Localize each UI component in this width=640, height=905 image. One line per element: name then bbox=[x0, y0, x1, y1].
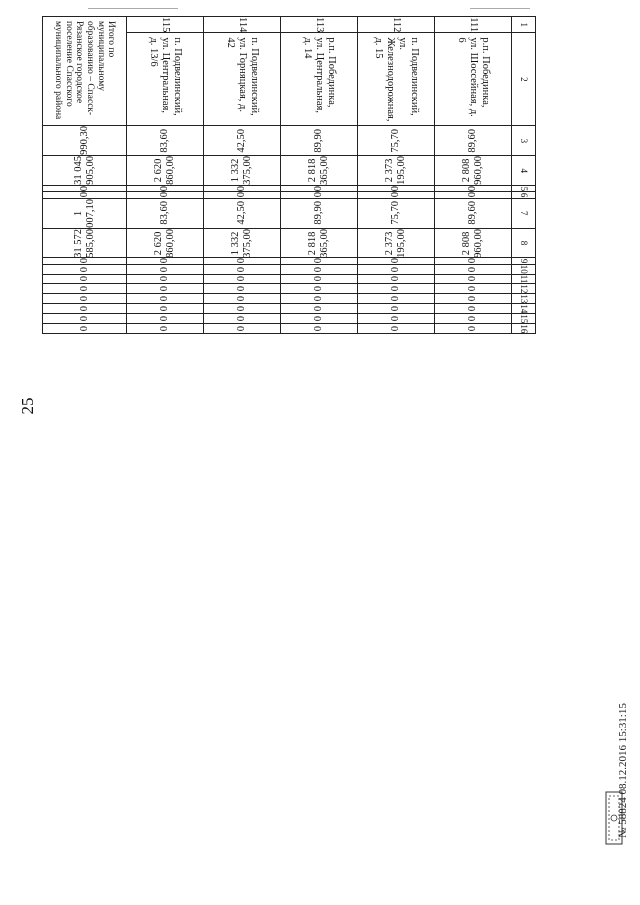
value-text: 0 bbox=[312, 276, 324, 282]
value-cell-c11 bbox=[358, 274, 435, 284]
value-text: 2 818 365,00 bbox=[306, 156, 330, 186]
value-cell-c13 bbox=[281, 294, 358, 304]
table-row bbox=[204, 17, 281, 334]
value-text: 42,50 bbox=[235, 201, 247, 225]
value-text: 2 620 860,00 bbox=[152, 228, 176, 258]
value-cell-c7 bbox=[127, 198, 204, 228]
total-value-cell-c12 bbox=[43, 284, 127, 294]
value-cell-c7 bbox=[435, 198, 512, 228]
value-text: 0 bbox=[235, 266, 247, 272]
value-cell-c16 bbox=[435, 324, 512, 334]
value-cell-c3 bbox=[204, 126, 281, 156]
total-value-cell-c4 bbox=[43, 156, 127, 186]
total-value-text: 0 bbox=[78, 258, 90, 264]
value-text: 0 bbox=[158, 192, 170, 198]
address-cell: р.п. Побединка, ул. Центральная, д. 14 bbox=[281, 33, 358, 126]
value-text: 0 bbox=[466, 276, 478, 282]
table-row bbox=[358, 17, 435, 334]
total-value-cell-c11 bbox=[43, 274, 127, 284]
value-text: 0 bbox=[158, 286, 170, 292]
value-text: 0 bbox=[466, 258, 478, 264]
value-text: 2 620 860,00 bbox=[152, 156, 176, 186]
value-cell-c13 bbox=[435, 294, 512, 304]
value-cell-c8 bbox=[204, 228, 281, 258]
address-cell: п. Подвелинский, ул. Центральная, д. 13/6 bbox=[127, 33, 204, 126]
value-cell-c4 bbox=[358, 156, 435, 186]
value-cell-c16 bbox=[204, 324, 281, 334]
column-number-cell: 16 bbox=[512, 324, 536, 334]
table-row bbox=[435, 17, 512, 334]
value-cell-c12 bbox=[127, 284, 204, 294]
value-text: 0 bbox=[389, 286, 401, 292]
value-cell-c11 bbox=[435, 274, 512, 284]
address-cell: р.п. Побединка, ул. Шоссейная, д. 6 bbox=[435, 33, 512, 126]
data-table bbox=[42, 16, 536, 334]
page-number: 25 bbox=[18, 397, 37, 415]
value-text: 89,60 bbox=[466, 129, 478, 153]
value-text: 0 bbox=[312, 266, 324, 272]
value-text: 0 bbox=[312, 286, 324, 292]
value-cell-c10 bbox=[435, 264, 512, 274]
value-text: 0 bbox=[466, 316, 478, 322]
value-cell-c10 bbox=[281, 264, 358, 274]
value-cell-c8 bbox=[281, 228, 358, 258]
column-number-cell: 7 bbox=[512, 198, 536, 228]
total-value-text: 0 bbox=[78, 286, 90, 292]
value-text: 0 bbox=[466, 306, 478, 312]
value-cell-c12 bbox=[435, 284, 512, 294]
total-row bbox=[43, 17, 127, 334]
value-cell-c3 bbox=[358, 126, 435, 156]
total-value-cell-c10 bbox=[43, 264, 127, 274]
value-text: 0 bbox=[235, 192, 247, 198]
value-cell-c12 bbox=[204, 284, 281, 294]
value-text: 0 bbox=[389, 276, 401, 282]
value-text: 89,60 bbox=[466, 201, 478, 225]
total-value-cell-c16 bbox=[43, 324, 127, 334]
value-text: 0 bbox=[235, 286, 247, 292]
value-text: 0 bbox=[235, 326, 247, 332]
total-value-text: 31 572 585,00 bbox=[72, 228, 96, 258]
value-cell-c4 bbox=[127, 156, 204, 186]
value-cell-c4 bbox=[204, 156, 281, 186]
total-value-cell-c7 bbox=[43, 198, 127, 228]
value-text: 0 bbox=[389, 186, 401, 192]
value-text: 89,90 bbox=[312, 129, 324, 153]
value-cell-c15 bbox=[127, 314, 204, 324]
value-text: 2 808 960,00 bbox=[460, 228, 484, 258]
value-cell-c12 bbox=[281, 284, 358, 294]
column-number-row bbox=[512, 17, 536, 334]
value-text: 2 818 365,00 bbox=[306, 228, 330, 258]
total-value-text: 1 007,10 bbox=[72, 198, 96, 228]
value-cell-c16 bbox=[358, 324, 435, 334]
value-text: 0 bbox=[235, 186, 247, 192]
value-text: 0 bbox=[389, 316, 401, 322]
value-cell-c14 bbox=[358, 304, 435, 314]
value-text: 0 bbox=[312, 316, 324, 322]
total-value-text: 0 bbox=[78, 186, 90, 192]
column-number-cell: 15 bbox=[512, 314, 536, 324]
value-text: 0 bbox=[235, 258, 247, 264]
column-number-cell: 8 bbox=[512, 228, 536, 258]
value-cell-c8 bbox=[358, 228, 435, 258]
value-text: 75,70 bbox=[389, 201, 401, 225]
value-text: 83,60 bbox=[158, 201, 170, 225]
value-cell-c10 bbox=[358, 264, 435, 274]
value-cell-c7 bbox=[281, 198, 358, 228]
value-text: 0 bbox=[312, 258, 324, 264]
value-text: 0 bbox=[389, 192, 401, 198]
total-value-text: 0 bbox=[78, 192, 90, 198]
row-number-cell: 111 bbox=[435, 17, 512, 33]
value-cell-c8 bbox=[127, 228, 204, 258]
value-text: 0 bbox=[466, 192, 478, 198]
value-cell-c3 bbox=[281, 126, 358, 156]
value-cell-c4 bbox=[435, 156, 512, 186]
value-text: 0 bbox=[466, 326, 478, 332]
value-cell-c16 bbox=[127, 324, 204, 334]
row-number-cell: 115 bbox=[127, 17, 204, 33]
value-cell-c10 bbox=[127, 264, 204, 274]
value-text: 1 332 375,00 bbox=[229, 156, 253, 186]
value-cell-c3 bbox=[127, 126, 204, 156]
value-text: 0 bbox=[389, 258, 401, 264]
value-text: 83,60 bbox=[158, 129, 170, 153]
value-cell-c8 bbox=[435, 228, 512, 258]
total-value-cell-c13 bbox=[43, 294, 127, 304]
value-text: 89,90 bbox=[312, 201, 324, 225]
value-text: 0 bbox=[158, 258, 170, 264]
value-text: 0 bbox=[158, 296, 170, 302]
value-cell-c13 bbox=[127, 294, 204, 304]
rotated-table-wrapper bbox=[42, 16, 536, 334]
value-text: 2 373 195,00 bbox=[383, 156, 407, 186]
value-cell-c14 bbox=[281, 304, 358, 314]
total-value-text: 0 bbox=[78, 316, 90, 322]
value-cell-c12 bbox=[358, 284, 435, 294]
value-cell-c14 bbox=[127, 304, 204, 314]
value-text: 0 bbox=[389, 326, 401, 332]
value-text: 0 bbox=[158, 326, 170, 332]
value-cell-c11 bbox=[127, 274, 204, 284]
value-text: 0 bbox=[312, 192, 324, 198]
value-text: 0 bbox=[389, 266, 401, 272]
value-text: 0 bbox=[312, 186, 324, 192]
total-value-cell-c3 bbox=[43, 126, 127, 156]
value-text: 42,50 bbox=[235, 129, 247, 153]
table-row bbox=[281, 17, 358, 334]
column-number-cell: 6 bbox=[512, 192, 536, 198]
value-text: 0 bbox=[158, 266, 170, 272]
value-text: 0 bbox=[466, 286, 478, 292]
value-text: 2 373 195,00 bbox=[383, 228, 407, 258]
column-number-cell: 12 bbox=[512, 284, 536, 294]
column-number-cell: 14 bbox=[512, 304, 536, 314]
total-label-cell: Итого по муниципальному образованию – Спасск-Рязанское городское поселение Спасского муниципального района bbox=[43, 17, 127, 126]
address-cell: п. Подвелинский, ул. Железнодорожная, д. 15 bbox=[358, 33, 435, 126]
total-value-text: 0 bbox=[78, 326, 90, 332]
total-value-text: 0 bbox=[78, 276, 90, 282]
value-cell-c15 bbox=[435, 314, 512, 324]
row-number-cell: 114 bbox=[204, 17, 281, 33]
value-text: 0 bbox=[466, 186, 478, 192]
value-text: 0 bbox=[235, 306, 247, 312]
value-text: 1 332 375,00 bbox=[229, 228, 253, 258]
value-text: 0 bbox=[235, 316, 247, 322]
column-number-cell: 2 bbox=[512, 33, 536, 126]
total-value-text: 0 bbox=[78, 266, 90, 272]
row-number-cell: 113 bbox=[281, 17, 358, 33]
value-text: 0 bbox=[466, 266, 478, 272]
value-cell-c15 bbox=[281, 314, 358, 324]
value-cell-c15 bbox=[204, 314, 281, 324]
address-cell: п. Подвелинский, ул. Горняцкая, д. 42 bbox=[204, 33, 281, 126]
value-text: 75,70 bbox=[389, 129, 401, 153]
table-row bbox=[127, 17, 204, 334]
column-number-cell: 3 bbox=[512, 126, 536, 156]
value-text: 2 808 960,00 bbox=[460, 156, 484, 186]
scan-artifact-line bbox=[88, 8, 178, 9]
value-text: 0 bbox=[158, 316, 170, 322]
column-number-cell: 11 bbox=[512, 274, 536, 284]
value-text: 0 bbox=[312, 296, 324, 302]
value-cell-c7 bbox=[358, 198, 435, 228]
column-number-cell: 4 bbox=[512, 156, 536, 186]
certificate-stamp-text: № 58824 08.12.2016 15:31:15 bbox=[617, 703, 629, 838]
value-cell-c3 bbox=[435, 126, 512, 156]
value-text: 0 bbox=[158, 186, 170, 192]
column-number-cell: 10 bbox=[512, 264, 536, 274]
value-cell-c11 bbox=[204, 274, 281, 284]
value-cell-c15 bbox=[358, 314, 435, 324]
value-cell-c7 bbox=[204, 198, 281, 228]
total-value-cell-c8 bbox=[43, 228, 127, 258]
total-value-text: 0 bbox=[78, 306, 90, 312]
column-number-cell: 9 bbox=[512, 258, 536, 264]
total-value-cell-c15 bbox=[43, 314, 127, 324]
total-value-cell-c14 bbox=[43, 304, 127, 314]
total-value-text: 990,30 bbox=[78, 126, 90, 156]
value-text: 0 bbox=[312, 306, 324, 312]
value-cell-c13 bbox=[204, 294, 281, 304]
value-cell-c14 bbox=[435, 304, 512, 314]
value-text: 0 bbox=[389, 296, 401, 302]
value-text: 0 bbox=[312, 326, 324, 332]
value-text: 0 bbox=[158, 276, 170, 282]
column-number-cell: 1 bbox=[512, 17, 536, 33]
value-text: 0 bbox=[466, 296, 478, 302]
value-text: 0 bbox=[235, 276, 247, 282]
value-cell-c16 bbox=[281, 324, 358, 334]
column-number-cell: 13 bbox=[512, 294, 536, 304]
value-text: 0 bbox=[235, 296, 247, 302]
total-value-text: 0 bbox=[78, 296, 90, 302]
total-value-text: 31 045 905,00 bbox=[72, 156, 96, 186]
scan-artifact-line bbox=[470, 8, 530, 9]
value-cell-c14 bbox=[204, 304, 281, 314]
value-text: 0 bbox=[158, 306, 170, 312]
value-text: 0 bbox=[389, 306, 401, 312]
value-cell-c4 bbox=[281, 156, 358, 186]
value-cell-c13 bbox=[358, 294, 435, 304]
value-cell-c11 bbox=[281, 274, 358, 284]
row-number-cell: 112 bbox=[358, 17, 435, 33]
column-number-cell: 5 bbox=[512, 186, 536, 192]
value-cell-c10 bbox=[204, 264, 281, 274]
